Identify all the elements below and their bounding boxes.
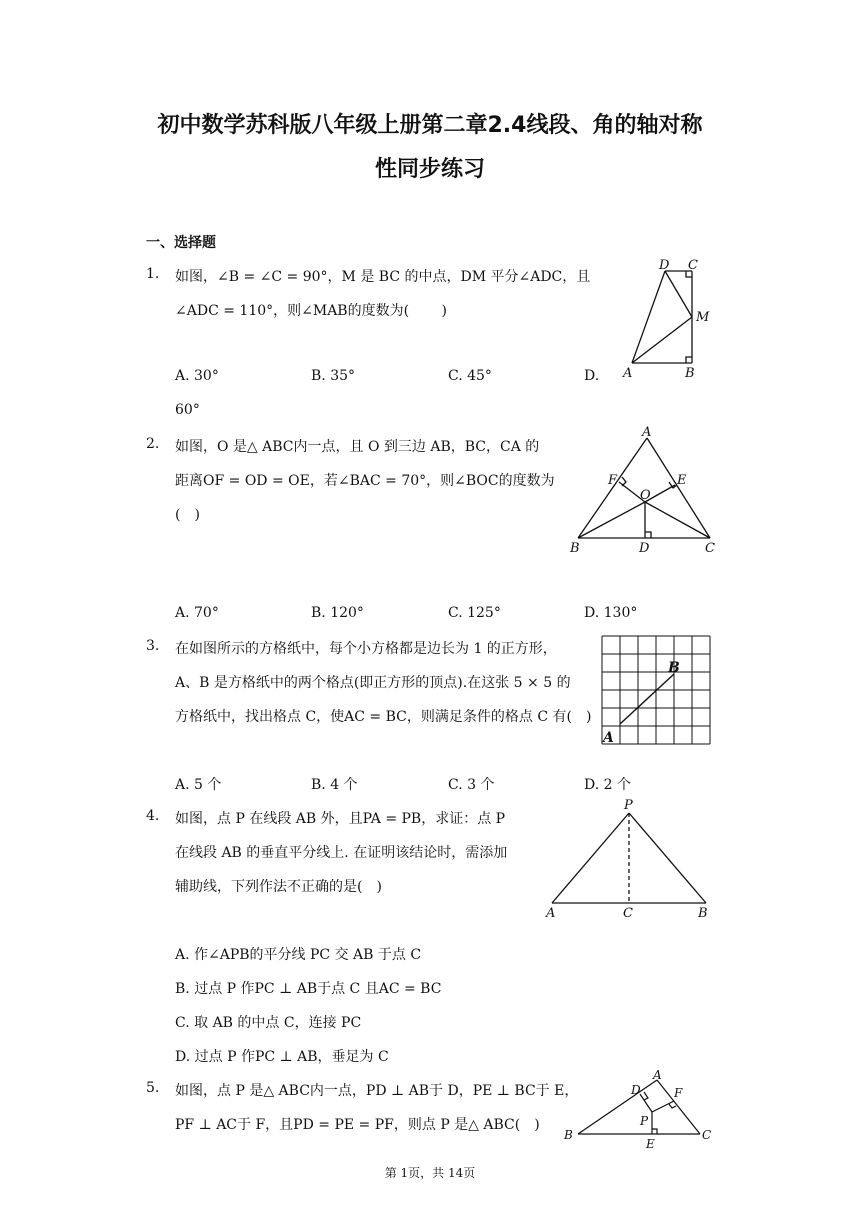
q2-label-b: B — [570, 541, 580, 556]
page-footer: 第 1页，共 14页 — [384, 1166, 476, 1180]
q5-figure — [560, 1066, 720, 1152]
q1-option-d-value: 60° — [175, 402, 200, 418]
q1-label-m: M — [696, 310, 710, 325]
q5-label-c: C — [702, 1128, 712, 1142]
q5-text-line1: 如图，点 P 是△ ABC内一点，PD ⊥ AB于 D，PE ⊥ BC于 E， — [175, 1083, 579, 1099]
q4-option-d: D. 过点 P 作PC ⊥ AB，垂足为 C — [175, 1049, 389, 1065]
q4-figure — [540, 795, 720, 923]
q1-option-b: B. 35° — [311, 368, 356, 384]
q4-label-c: C — [623, 906, 633, 921]
q2-label-a: A — [642, 425, 652, 440]
q3-option-a: A. 5 个 — [175, 777, 222, 793]
q1-label-d: D — [659, 258, 670, 273]
q2-option-c: C. 125° — [448, 605, 501, 621]
q3-text-line2: A、B 是方格纸中的两个格点(即正方形的顶点).在这张 5 × 5 的 — [175, 675, 571, 691]
q5-label-f: F — [674, 1086, 683, 1100]
q4-text-line2: 在线段 AB 的垂直平分线上. 在证明该结论时，需添加 — [175, 845, 508, 861]
q5-label-b: B — [564, 1128, 573, 1142]
q2-label-f: F — [608, 473, 618, 488]
q5-label-d: D — [631, 1083, 641, 1097]
q2-label-d: D — [639, 541, 650, 556]
q2-figure — [565, 424, 725, 558]
q2-option-a: A. 70° — [175, 605, 219, 621]
q3-option-b: B. 4 个 — [311, 777, 358, 793]
q1-figure — [615, 255, 715, 383]
q3-number: 3. — [146, 638, 160, 654]
q2-number: 2. — [146, 436, 160, 452]
q1-label-a: A — [623, 366, 633, 381]
q3-label-b: B — [668, 660, 680, 676]
q2-text-line1: 如图，O 是△ ABC内一点，且 O 到三边 AB，BC，CA 的 — [175, 439, 540, 455]
q5-label-a: A — [653, 1068, 662, 1082]
q5-text-line2: PF ⊥ AC于 F，且PD = PE = PF，则点 P 是△ ABC( ) — [175, 1117, 540, 1133]
q4-text-line1: 如图，点 P 在线段 AB 外，且PA = PB，求证：点 P — [175, 811, 506, 827]
page-title-line1: 初中数学苏科版八年级上册第二章2.4线段、角的轴对称 — [157, 113, 703, 138]
q2-option-b: B. 120° — [311, 605, 364, 621]
q4-label-p: P — [624, 798, 633, 813]
q1-number: 1. — [146, 266, 160, 282]
q2-label-c: C — [705, 541, 715, 556]
q3-text-line3: 方格纸中，找出格点 C，使AC = BC，则满足条件的格点 C 有( ) — [175, 709, 592, 725]
page-title-line2: 性同步练习 — [374, 157, 485, 182]
q4-label-a: A — [546, 906, 556, 921]
q1-option-a: A. 30° — [175, 368, 219, 384]
q4-option-b: B. 过点 P 作PC ⊥ AB于点 C 且AC = BC — [175, 981, 442, 997]
q3-option-d: D. 2 个 — [584, 777, 631, 793]
q2-label-o: O — [640, 488, 651, 503]
q4-option-c: C. 取 AB 的中点 C，连接 PC — [175, 1015, 362, 1031]
q1-option-c: C. 45° — [448, 368, 492, 384]
q3-label-a: A — [603, 730, 614, 746]
q2-label-e: E — [677, 473, 687, 488]
q2-text-line3: ( ) — [175, 507, 200, 523]
q3-option-c: C. 3 个 — [448, 777, 495, 793]
q2-text-line2: 距离OF = OD = OE，若∠BAC = 70°，则∠BOC的度数为 — [175, 473, 555, 489]
q5-label-e: E — [646, 1137, 655, 1151]
q3-text-line1: 在如图所示的方格纸中，每个小方格都是边长为 1 的正方形， — [175, 641, 557, 657]
q1-label-b: B — [685, 366, 695, 381]
q5-label-p: P — [640, 1114, 649, 1128]
section-heading: 一、选择题 — [146, 235, 216, 251]
q4-option-a: A. 作∠APB的平分线 PC 交 AB 于点 C — [175, 947, 422, 963]
q1-text-line1: 如图，∠B = ∠C = 90°，M 是 BC 的中点，DM 平分∠ADC，且 — [175, 269, 591, 285]
q1-label-c: C — [688, 258, 698, 273]
q3-grid-figure — [598, 632, 714, 748]
q5-number: 5. — [146, 1080, 160, 1096]
q4-text-line3: 辅助线，下列作法不正确的是( ) — [175, 879, 382, 895]
q1-option-d: D. — [584, 368, 600, 384]
q1-text-line2: ∠ADC = 110°，则∠MAB的度数为( ) — [175, 303, 447, 319]
q4-number: 4. — [146, 808, 160, 824]
q2-option-d: D. 130° — [584, 605, 638, 621]
q4-label-b: B — [698, 906, 708, 921]
